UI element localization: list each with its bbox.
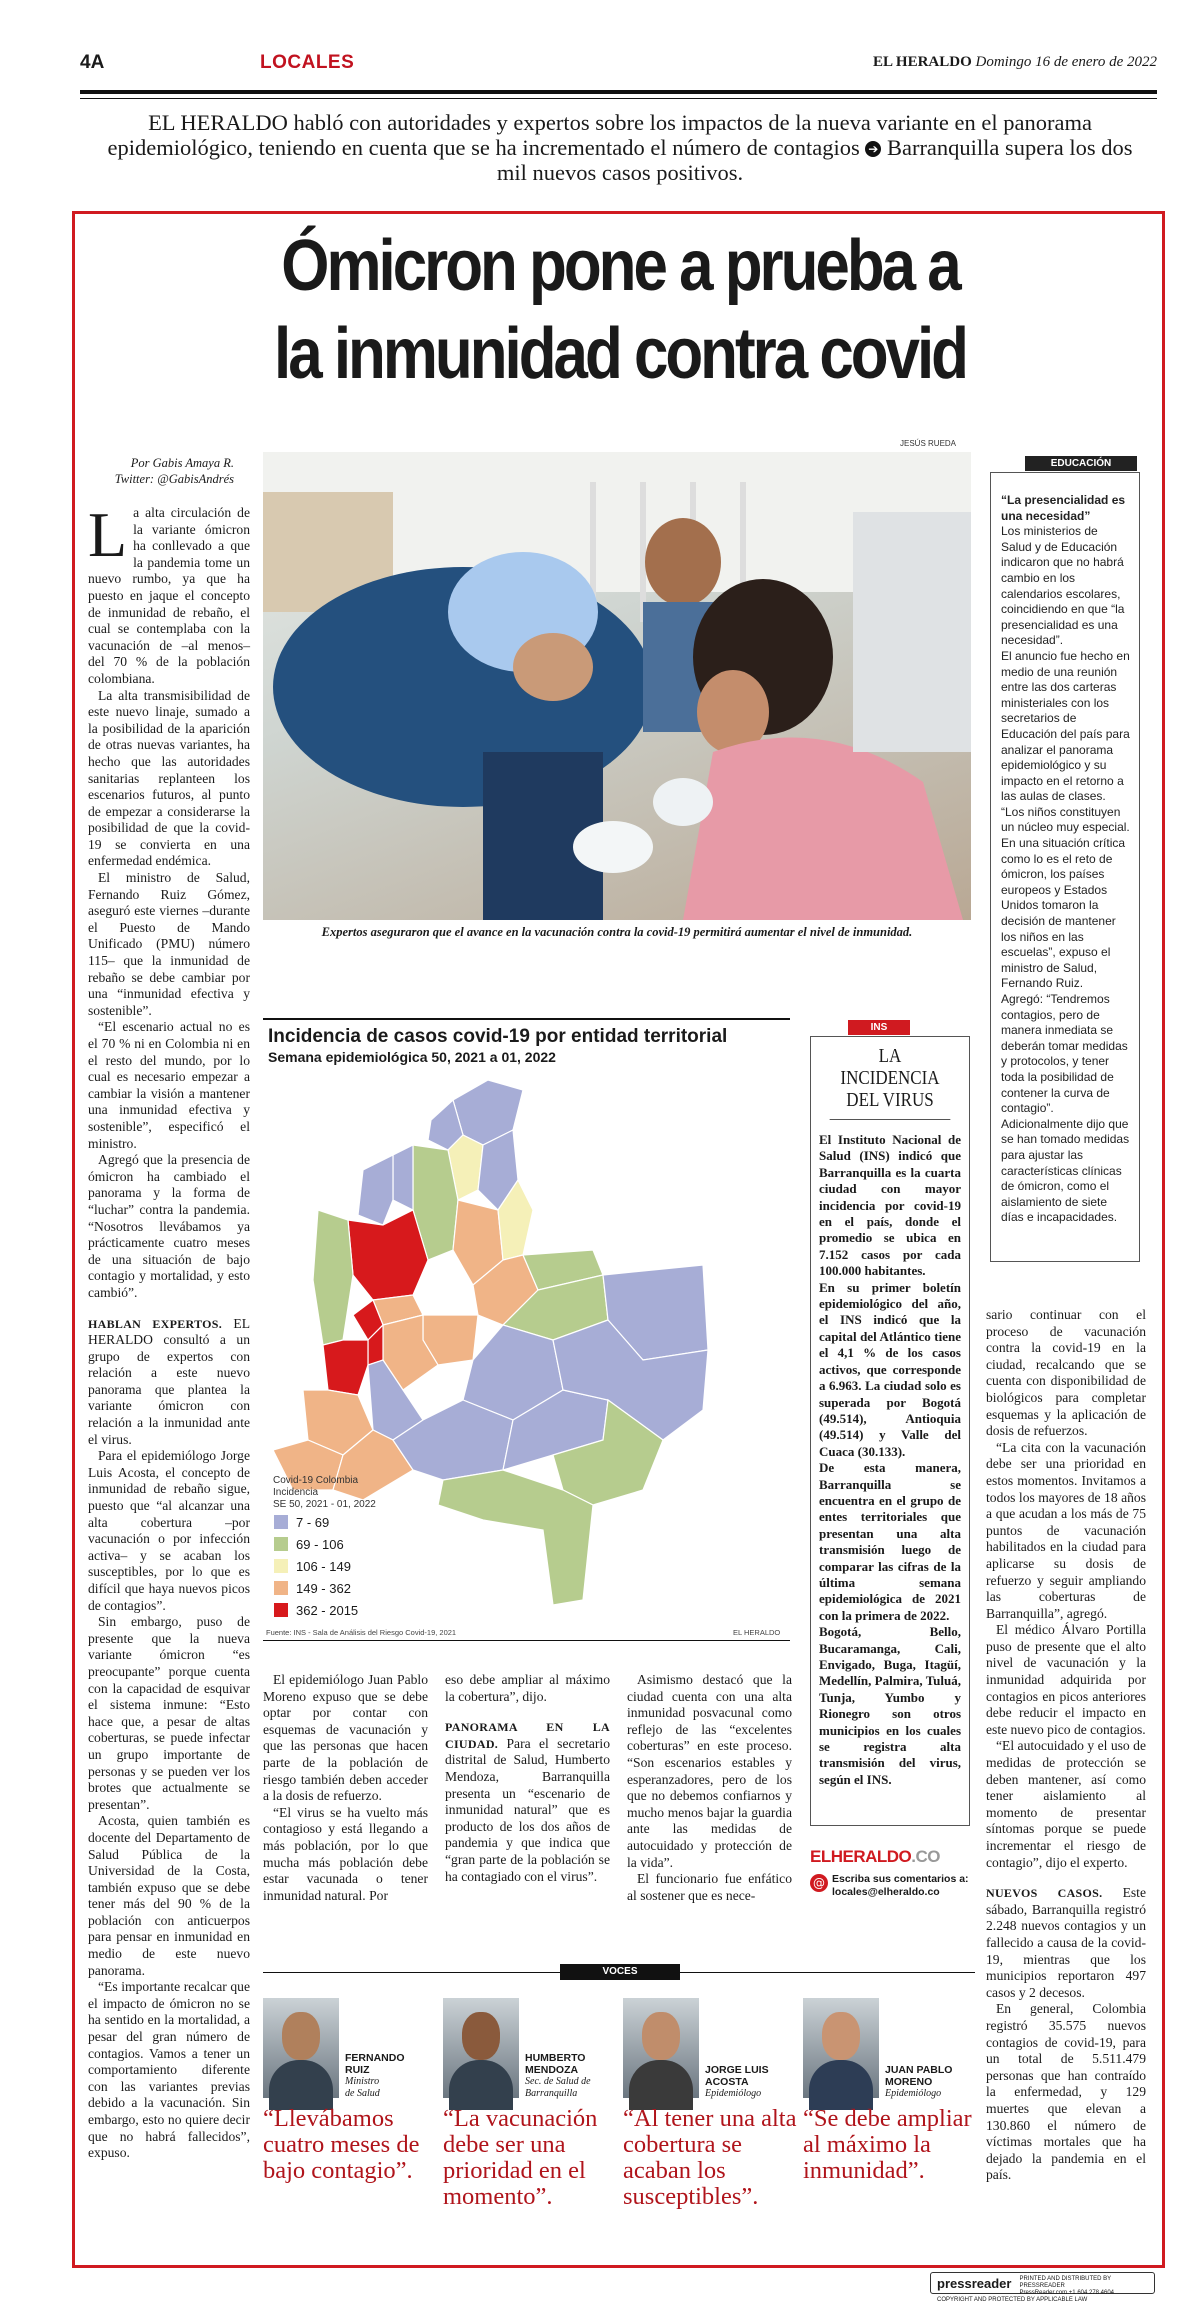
photo-credit: JESÚS RUEDA bbox=[900, 439, 957, 448]
map-region-choco bbox=[313, 1210, 353, 1345]
legend-swatch bbox=[274, 1581, 288, 1595]
ins-sidebar bbox=[810, 1036, 970, 1826]
voice-name: FERNANDO RUIZ bbox=[345, 2052, 405, 2076]
portrait bbox=[623, 1998, 699, 2098]
map-source: Fuente: INS - Sala de Análisis del Riesgo Covid-19, 2021 bbox=[266, 1628, 457, 1637]
legend-swatch bbox=[274, 1559, 288, 1573]
header-rule bbox=[80, 98, 1157, 99]
paragraph: Asimismo destacó que la ciudad cuenta con una alta inmunidad posvacunal como reflejo de las “excelentes coberturas” en este proceso. “Son escenarios estables y esperanzadores, pero de los que no debemos confiarnos y mucho menos bajar la guardia ante las medidas de autocuidado y protección de la vida”. bbox=[627, 1672, 792, 1870]
section-name[interactable]: LOCALES bbox=[260, 52, 355, 73]
paragraph: En general, Colombia registró 35.575 nuevos contagios de covid-19, para un total de 5.511.479 personas que han contraído la enfermedad, y 129 muertes que elevan a 130.860 el número de víctimas mortales que ha dejado la pandemia en el país. bbox=[986, 2001, 1146, 2183]
kicker-lead: EL HERALDO bbox=[148, 110, 288, 135]
voice-quote: “Se debe ampliar al máximo la inmunidad”. bbox=[803, 2105, 972, 2184]
paragraph: NUEVOS CASOS. Este sábado, Barranquilla registró 2.248 nuevos contagios y un fallecido a causa de la covid-19, mientras que los municipios reportaron 497 casos y 2 decesos. bbox=[986, 1885, 1146, 2000]
kicker-text: habló con autoridades y expertos sobre los impactos de la nueva variante en el panorama epidemiológico, teniendo en cuenta que se ha incrementado el número de contagios bbox=[107, 110, 1092, 160]
comment-promo bbox=[810, 1847, 980, 1899]
vaccination-photo bbox=[263, 452, 971, 920]
article-column-1 bbox=[88, 499, 250, 2162]
voice-quote: “Al tener una alta cobertura se acaban los susceptibles”. bbox=[623, 2105, 797, 2210]
education-label: EDUCACIÓN bbox=[1025, 456, 1137, 471]
heraldo-logo[interactable]: ELHERALDO.CO bbox=[810, 1847, 941, 1866]
drop-cap: L bbox=[88, 499, 128, 570]
paragraph: El Instituto Nacional de Salud (INS) indicó que Barranquilla es la cuarta ciudad con mayor incidencia por covid-19 en el país, donde el promedio se ubica en 7.152 casos por cada 100.000 habitantes. bbox=[819, 1132, 961, 1279]
paragraph: La alta circulación de la variante ómicron ha conllevado a que la pandemia tome un nuevo rumbo, ya que ha puesto en jaque el concepto de inmunidad de rebaño, el cual se contemplaba con la vacunación de –al menos– del 70 % de la población colombiana. bbox=[88, 499, 250, 686]
legend-swatch bbox=[274, 1603, 288, 1617]
header-bar bbox=[80, 52, 1157, 94]
legend-item: 7 - 69 bbox=[274, 1514, 329, 1532]
paragraph: “El virus se ha vuelto más contagioso y está llegando a más población, por lo que mucha más población debe estar vacunada o tener inmunidad natural. Por bbox=[263, 1804, 428, 1903]
paragraph: “Es importante recalcar que el impacto de ómicron no se ha sentido en la mortalidad, a pesar del gran número de contagios. Vamos a tener un comportamiento diferente con las variantes previas debido a la vacunación. Sin embargo, esto no quiere decir que no habrá fallecidos”, expuso. bbox=[88, 1979, 250, 2161]
paragraph: De esta manera, Barranquilla se encuentra en el grupo de entes territoriales que presentan una alta transmisión luego de comparar las cifras de la última semana epidemiológica de 2021 con la primera de 2022. bbox=[819, 1460, 961, 1623]
subheading: NUEVOS CASOS. bbox=[986, 1886, 1103, 1901]
kicker-text-2: Barranquilla supera los dos mil nuevos casos positivos. bbox=[496, 135, 1133, 185]
map-credit: EL HERALDO bbox=[733, 1628, 781, 1637]
portrait bbox=[443, 1998, 519, 2098]
article-column-4 bbox=[627, 1672, 792, 1904]
voces-label: VOCES bbox=[560, 1964, 680, 1980]
legend-swatch bbox=[274, 1537, 288, 1551]
legend-swatch bbox=[274, 1515, 288, 1529]
paragraph: Los ministerios de Salud y de Educación indicaron que no habrá cambio en los calendarios escolares, coincidiendo en que “la presencialidad es una necesidad”. bbox=[1001, 524, 1125, 648]
paragraph: “Los niños constituyen un núcleo muy especial. En una situación crítica como lo es el reto de ómicron, los países europeos y Estados Unidos tomaron la decisión de mantener los niños en las escuelas”, expuso el ministro de Salud, Fernando Ruiz. bbox=[1001, 804, 1130, 991]
issue-date: Domingo 16 de enero de 2022 bbox=[975, 54, 1157, 70]
subheading: PANORAMA EN LA CIUDAD. bbox=[445, 1720, 610, 1751]
map-region-antioquia bbox=[348, 1210, 428, 1300]
headline-line-2: la inmunidad contra covid bbox=[274, 314, 966, 394]
legend-item: 69 - 106 bbox=[274, 1536, 344, 1554]
voice-name: HUMBERTO MENDOZA bbox=[525, 2052, 586, 2076]
article-column-5 bbox=[986, 1307, 1146, 2184]
voice-item bbox=[803, 1998, 981, 2184]
voice-item bbox=[263, 1998, 441, 2184]
paragraph: Sin embargo, puso de presente que la nueva variante ómicron “es preocupante” porque cuenta con la capacidad de esquivar el sistema inmune: “Esto hace que, a pesar de altas coberturas, se puede infectar un grupo importante de personas y se pueden ver los brotes que actualmente se presentan”. bbox=[88, 1614, 250, 1812]
promo-text: Escriba sus comentarios a: locales@elheraldo.co bbox=[832, 1873, 980, 1899]
map-subtitle: Semana epidemiológica 50, 2021 a 01, 2022 bbox=[268, 1049, 556, 1065]
paragraph: La alta transmisibilidad de este nuevo linaje, sumado a la posibilidad de la aparición de otras nuevas variantes, ha hecho que las autoridades sanitarias replanteen los escenarios futuros, al punto de empezar a considerarse la posibilidad de que la covid-19 se convierta en una enfermedad endémica. bbox=[88, 687, 250, 869]
headline-line-1: Ómicron pone a prueba a bbox=[281, 226, 959, 306]
voice-role: Epidemiólogo bbox=[705, 2088, 762, 2099]
voice-role: Ministro de Salud bbox=[345, 2076, 380, 2099]
headline bbox=[173, 222, 1067, 398]
masthead bbox=[873, 54, 1157, 71]
paragraph: sario continuar con el proceso de vacunación contra la covid-19 en la ciudad, recalcando que se cuenta con disponibilidad de biológicos para completar esquemas y la aplicación de dosis de refuerzos. bbox=[986, 1307, 1146, 1439]
map-legend-title: Covid-19 Colombia Incidencia SE 50, 2021 - 01, 2022 bbox=[273, 1475, 376, 1510]
paragraph: Agregó: “Tendremos contagios, pero de manera inmediata se deberán tomar medidas y protocolos, y tener toda la posibilidad de contener la curva de contagio”. Adicionalmente dijo que se han tomado medidas para ajustar las características clínicas de ómicron, como el aislamiento de siete días e incapacidades. bbox=[1001, 992, 1130, 1225]
map-title: Incidencia de casos covid-19 por entidad territorial bbox=[268, 1026, 728, 1047]
paragraph: Bogotá, Bello, Bucaramanga, Cali, Envigado, Buga, Itagüí, Medellín, Palmira, Tuluá, Tunja, Yumbo y Rionegro son otros municipios en los cuales se registra alta transmisión del virus, según el INS. bbox=[819, 1624, 961, 1787]
voice-quote: “Llevábamos cuatro meses de bajo contagio”. bbox=[263, 2105, 420, 2184]
paragraph: Para el epidemiólogo Jorge Luis Acosta, el concepto de inmunidad de rebaño sigue, puesto que “al alcanzar una alta cobertura –por vacunación o por infección activa– y se acaban los susceptibles, por lo que es difícil que haya nuevos picos de contagios”. bbox=[88, 1448, 250, 1613]
pressreader-badge[interactable]: pressreader PRINTED AND DISTRIBUTED BY PRESSREADER PressReader.com +1 604 278 4604 COPYRIGHT AND PROTECTED BY APPLICABLE LAW bbox=[930, 2272, 1155, 2294]
paragraph: El médico Álvaro Portilla puso de presente que el alto nivel de vacunación y la inmunidad adquirida por contagios en picos anteriores debe reducir el impacto en este nuevo pico de contagios. bbox=[986, 1622, 1146, 1737]
voice-item bbox=[443, 1998, 621, 2210]
byline-twitter[interactable]: Twitter: @GabisAndrés bbox=[114, 472, 234, 486]
contact-email[interactable]: locales@elheraldo.co bbox=[832, 1886, 940, 1898]
paragraph: El funcionario fue enfático al sostener que es nece- bbox=[627, 1871, 792, 1903]
photo-illustration bbox=[263, 452, 971, 920]
legend-item: 149 - 362 bbox=[274, 1580, 351, 1598]
paragraph: “La cita con la vacunación debe ser una prioridad en estos momentos. Invitamos a todos los mayores de 18 años a que acudan a los más de 75 puntos de vacunación habilitados en la ciudad para aplicarse su dosis de refuerzo y seguir ampliando las coberturas de Barranquilla”, agregó. bbox=[986, 1439, 1146, 1621]
ins-label: INS bbox=[848, 1020, 910, 1035]
article-column-3 bbox=[445, 1672, 610, 1885]
voice-quote: “La vacunación debe ser una prioridad en el momento”. bbox=[443, 2105, 598, 2210]
voice-role: Sec. de Salud de Barranquilla bbox=[525, 2076, 591, 2099]
map-region-valle bbox=[323, 1340, 368, 1395]
paragraph: El ministro de Salud, Fernando Ruiz Gómez, aseguró este viernes –durante el Puesto de Mando Unificado (PMU) número 115– que la inmunidad de rebaño se debe cambiar por una “inmunidad efectiva y sostenible”. bbox=[88, 870, 250, 1018]
article-column-2 bbox=[263, 1672, 428, 1904]
map-region-sucre bbox=[393, 1145, 413, 1210]
byline-author: Por Gabis Amaya R. bbox=[130, 456, 234, 470]
kicker bbox=[100, 110, 1140, 185]
paragraph: El anuncio fue hecho en medio de una reunión entre las dos carteras ministeriales con los secretarios de Educación del país para analizar el panorama epidemiológico y su impacto en el retorno a las aulas de clases. bbox=[1001, 648, 1130, 804]
paragraph: “El escenario actual no es el 70 % ni en Colombia ni en el resto del mundo, por lo cual es necesario empezar a cambiar la visión a mantener una inmunidad efectiva y sostenible”, especificó el ministro. bbox=[88, 1019, 250, 1151]
voice-role: Epidemiólogo bbox=[885, 2088, 942, 2099]
voice-item bbox=[623, 1998, 801, 2210]
paragraph: Agregó que la presencia de ómicron ha cambiado el panorama y la forma de “luchar” contra la pandemia. “Nosotros llevábamos ya prácticamente cuatro meses de una situación de bajo contagio y mortalidad, y esto cambió”. bbox=[88, 1152, 250, 1300]
legend-item: 106 - 149 bbox=[274, 1558, 351, 1576]
paragraph: PANORAMA EN LA CIUDAD. Para el secretario distrital de Salud, Humberto Mendoza, Barranquilla presenta un “escenario de inmunidad natural” que es producto de los dos años de pandemia y que indica que “gran parte de la población se ha contagiado con el virus”. bbox=[445, 1720, 610, 1884]
education-title: “La presencialidad es una necesidad” bbox=[1001, 493, 1126, 523]
paragraph: El epidemiólogo Juan Pablo Moreno expuso que se debe optar por contar con esquemas de vacunación y que las personas que hacen parte de la población de riesgo también deben acceder a la dosis de refuerzo. bbox=[263, 1672, 428, 1804]
portrait bbox=[803, 1998, 879, 2098]
legend-item: 362 - 2015 bbox=[274, 1602, 358, 1620]
map-top-rule bbox=[263, 1018, 790, 1020]
byline bbox=[84, 455, 234, 487]
paragraph: eso debe ampliar al máximo la cobertura”, dijo. bbox=[445, 1672, 610, 1704]
masthead-name: EL HERALDO bbox=[872, 54, 972, 70]
paragraph: HABLAN EXPERTOS. EL HERALDO consultó a un grupo de expertos con relación a este nuevo panorama que plantea la variante ómicron con relación a la inmunidad ante el virus. bbox=[88, 1315, 250, 1447]
pressreader-logo: pressreader bbox=[937, 2276, 1012, 2291]
ins-title: LA INCIDENCIA DEL VIRUS bbox=[830, 1045, 951, 1120]
education-sidebar bbox=[990, 472, 1140, 1262]
page-number: 4A bbox=[80, 52, 105, 73]
map-region-cordoba bbox=[358, 1155, 393, 1225]
paragraph: “El autocuidado y el uso de medidas de protección se deben mantener, así como tener aislamiento al momento de presentar síntomas porque se puede incrementar el riesgo de contagio”, dijo el experto. bbox=[986, 1738, 1146, 1870]
paragraph: En su primer boletín epidemiológico del año, el INS indicó que la capital del Atlántico tiene el 4,1 % de los casos activos, que corresponde a 6.963. La ciudad solo es superada por Bogotá (49.514), Antioquia (49.514) y Valle del Cuaca (30.133). bbox=[819, 1279, 961, 1459]
at-sign-icon: @ bbox=[810, 1874, 828, 1892]
arrow-right-icon: ➔ bbox=[865, 141, 881, 157]
subheading: HABLAN EXPERTOS. bbox=[88, 1316, 223, 1331]
portrait bbox=[263, 1998, 339, 2098]
voice-name: JORGE LUIS ACOSTA bbox=[705, 2064, 769, 2088]
voice-name: JUAN PABLO MORENO bbox=[885, 2064, 953, 2088]
map-bottom-rule bbox=[263, 1640, 790, 1641]
photo-caption: Expertos aseguraron que el avance en la vacunación contra la covid-19 permitirá aumentar el nivel de inmunidad. bbox=[321, 925, 913, 939]
paragraph: Acosta, quien también es docente del Departamento de Salud Pública de la Universidad de la Costa, también expuso que se debe tener más del 90 % de la población con anticuerpos para pensar en inmunidad en medio de este nuevo panorama. bbox=[88, 1813, 250, 1978]
